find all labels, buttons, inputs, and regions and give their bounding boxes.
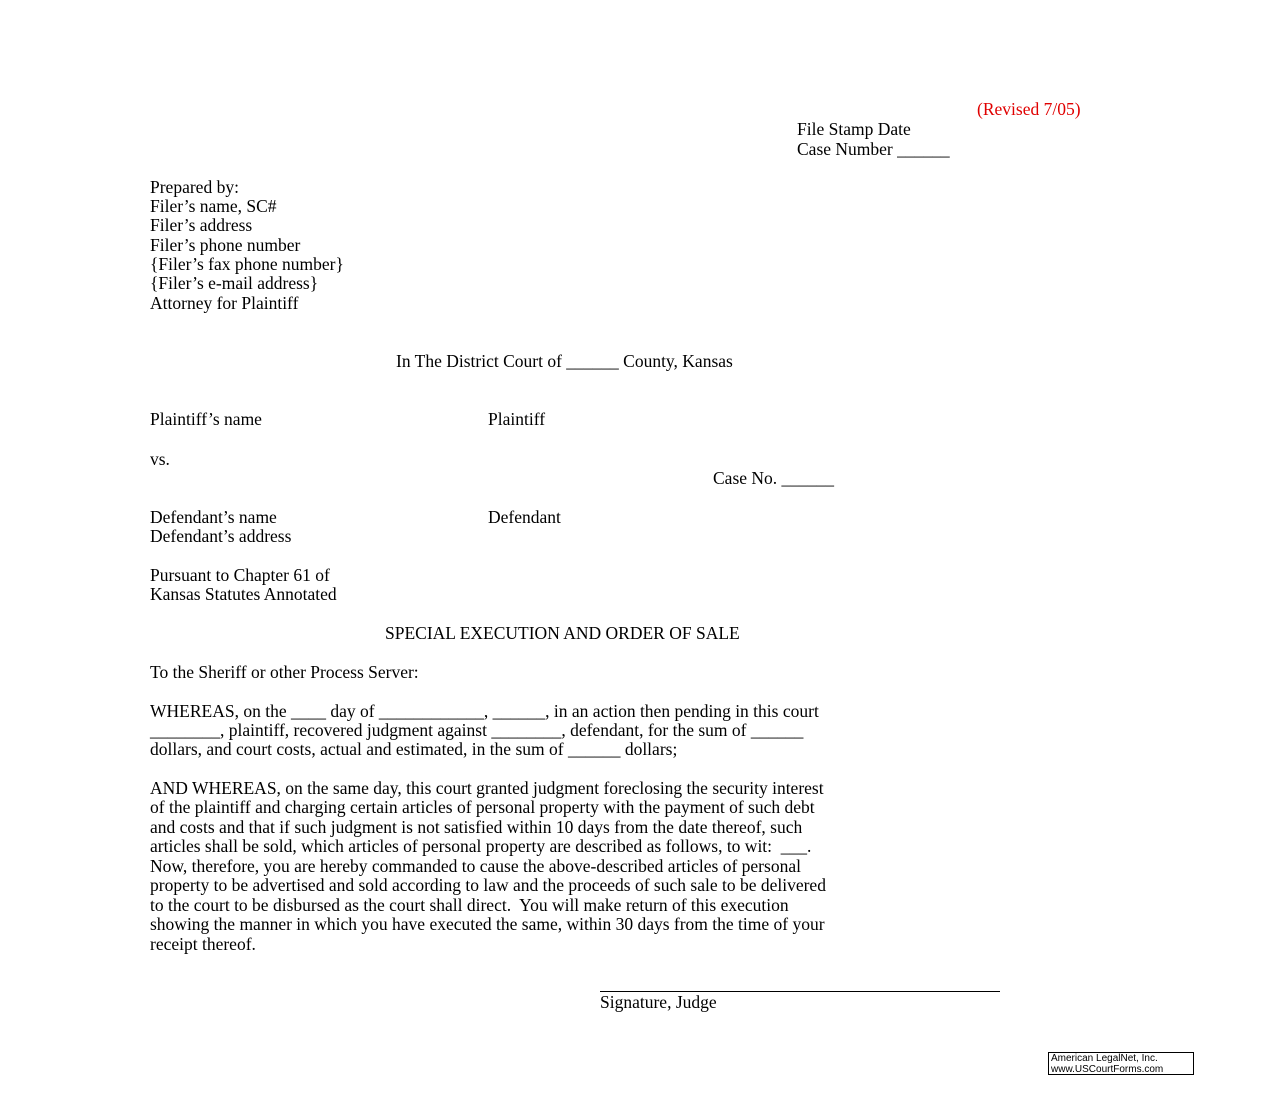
defendant-label: Defendant [488, 507, 561, 527]
defendant-address: Defendant’s address [150, 526, 292, 546]
badge-company: American LegalNet, Inc. [1051, 1053, 1158, 1064]
filer-phone: Filer’s phone number [150, 235, 301, 255]
and-whereas-line: showing the manner in which you have executed the same, within 30 days from the time of your [150, 914, 825, 934]
revised-note: (Revised 7/05) [977, 99, 1081, 119]
and-whereas-line: AND WHEREAS, on the same day, this court granted judgment foreclosing the security interest [150, 778, 824, 798]
plaintiff-label: Plaintiff [488, 409, 546, 429]
filer-name: Filer’s name, SC# [150, 196, 277, 216]
filer-fax: {Filer’s fax phone number} [150, 254, 344, 274]
prepared-by-label: Prepared by: [150, 177, 239, 197]
court-title: In The District Court of ______ County, Kansas [396, 351, 733, 371]
filer-address: Filer’s address [150, 215, 253, 235]
plaintiff-name: Plaintiff’s name [150, 409, 262, 429]
american-legalnet-badge [1048, 1052, 1194, 1075]
and-whereas-line: property to be advertised and sold according to law and the proceeds of such sale to be delivered [150, 875, 826, 895]
and-whereas-line: to the court to be disbursed as the court shall direct. You will make return of this execution [150, 895, 789, 915]
salutation: To the Sheriff or other Process Server: [150, 662, 419, 682]
and-whereas-line: of the plaintiff and charging certain articles of personal property with the payment of such debt [150, 797, 815, 817]
badge-url: www.USCourtForms.com [1051, 1064, 1164, 1075]
signature-label: Signature, Judge [600, 992, 717, 1012]
whereas-line: dollars, and court costs, actual and estimated, in the sum of ______ dollars; [150, 739, 678, 759]
statute-line-1: Pursuant to Chapter 61 of [150, 565, 330, 585]
case-number-header: Case Number ______ [797, 139, 950, 159]
and-whereas-line: articles shall be sold, which articles of personal property are described as follows, to wit: ___. [150, 836, 812, 856]
statute-line-2: Kansas Statutes Annotated [150, 584, 337, 604]
file-stamp-date: File Stamp Date [797, 119, 911, 139]
document-title: SPECIAL EXECUTION AND ORDER OF SALE [385, 623, 740, 643]
versus-label: vs. [150, 449, 170, 469]
whereas-line: WHEREAS, on the ____ day of ____________, ______, in an action then pending in this court [150, 701, 819, 721]
and-whereas-line: Now, therefore, you are hereby commanded to cause the above-described articles of personal [150, 856, 801, 876]
whereas-line: ________, plaintiff, recovered judgment against ________, defendant, for the sum of ______ [150, 720, 804, 740]
and-whereas-line: receipt thereof. [150, 934, 256, 954]
attorney-for-plaintiff: Attorney for Plaintiff [150, 293, 299, 313]
filer-email: {Filer’s e-mail address} [150, 273, 319, 293]
and-whereas-line: and costs and that if such judgment is not satisfied within 10 days from the date thereof, such [150, 817, 803, 837]
defendant-name: Defendant’s name [150, 507, 277, 527]
case-no-caption: Case No. ______ [713, 468, 835, 488]
